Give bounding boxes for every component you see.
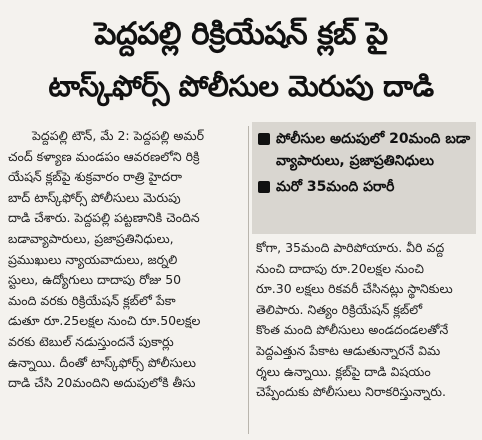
body-line: మంది వరకు రిక్రియేషన్ క్లబ్‌లో పేకా	[8, 292, 176, 308]
body-line: పెద్దపల్లి టౌన్, మే 2: పెద్దపల్లి అమర్	[32, 128, 204, 143]
square-bullet-icon	[258, 133, 270, 145]
article-column-left	[8, 126, 246, 394]
body-line: ర్శలు ఉన్నాయి. క్లబ్‌పై దాడి విషయం	[256, 363, 431, 379]
body-line: వరకు టెబుల్ నడుస్తుందనే పుకార్లు	[8, 333, 174, 349]
column-divider	[248, 126, 249, 434]
body-line: యేషన్ క్లబ్‌పై శుక్రవారం రాత్రి హైదరా	[8, 169, 182, 185]
highlight-box	[252, 122, 476, 234]
body-line: రూ.30 లక్షలు రికవరీ చేసినట్లు స్థానికులు	[256, 281, 453, 297]
headline-line-2: టాస్క్‌ఫోర్స్ పోలీసుల మెరుపు దాడి	[48, 69, 434, 103]
highlight-text: మరో 35మంది పరారీ	[276, 179, 395, 195]
body-line: బడావ్యాపారులు, ప్రజాప్రతినిధులు,	[8, 230, 174, 246]
body-line: బాద్ టాస్క్‌ఫోర్స్ పోలీసులు మెరుపు	[8, 189, 181, 205]
body-line: ఉన్నాయి. దీంతో టాస్క్‌ఫోర్స్ పోలీసులు	[8, 354, 196, 370]
body-line: కొంత మంది పోలీసులు అండదండలతోనే	[256, 322, 449, 338]
highlight-text: పోలీసుల అదుపులో 20మంది బడా వ్యాపారులు, ప్రజాప్రతినిధులు	[276, 131, 471, 169]
body-line: చంద్ కళ్యాణ మండపం ఆవరణలోని రిక్రి	[8, 148, 200, 164]
highlight-item	[258, 176, 472, 198]
body-line: దాడి చేశారు. పెద్దపల్లి పట్టణానికి చెందిన	[8, 210, 200, 226]
body-line: దాడి చేసి 20మందిని అదుపులోకి తీసు	[8, 375, 196, 391]
highlight-item	[258, 128, 472, 172]
article-column-right	[256, 238, 478, 403]
body-line: తెలిపారు. నిత్యం రిక్రియేషన్ క్లబ్‌లో	[256, 301, 423, 317]
headline-line-1: పెద్దపల్లి రిక్రియేషన్ క్లబ్ పై	[94, 16, 388, 52]
body-line: పెద్దఎత్తున పేకాట ఆడుతున్నారనే విమ	[256, 342, 441, 358]
body-line: నుంచి దాదాపు రూ.20లక్షల నుంచి	[256, 260, 424, 276]
square-bullet-icon	[258, 181, 270, 193]
body-line: స్టులు, ఉద్యోగులు దాదాపు రోజు 50	[8, 272, 182, 288]
body-line: కోగా, 35మంది పారిపోయారు. వీరి వద్ద	[256, 240, 445, 255]
body-line: ప్రముఖులు న్యాయవాదులు, జర్నలి	[8, 251, 178, 267]
body-line: డుతూ రూ.25లక్షల నుంచి రూ.50లక్షల	[8, 313, 201, 329]
body-line: చెప్పేందుకు పోలీసులు నిరాకరిస్తున్నారు.	[256, 384, 446, 400]
